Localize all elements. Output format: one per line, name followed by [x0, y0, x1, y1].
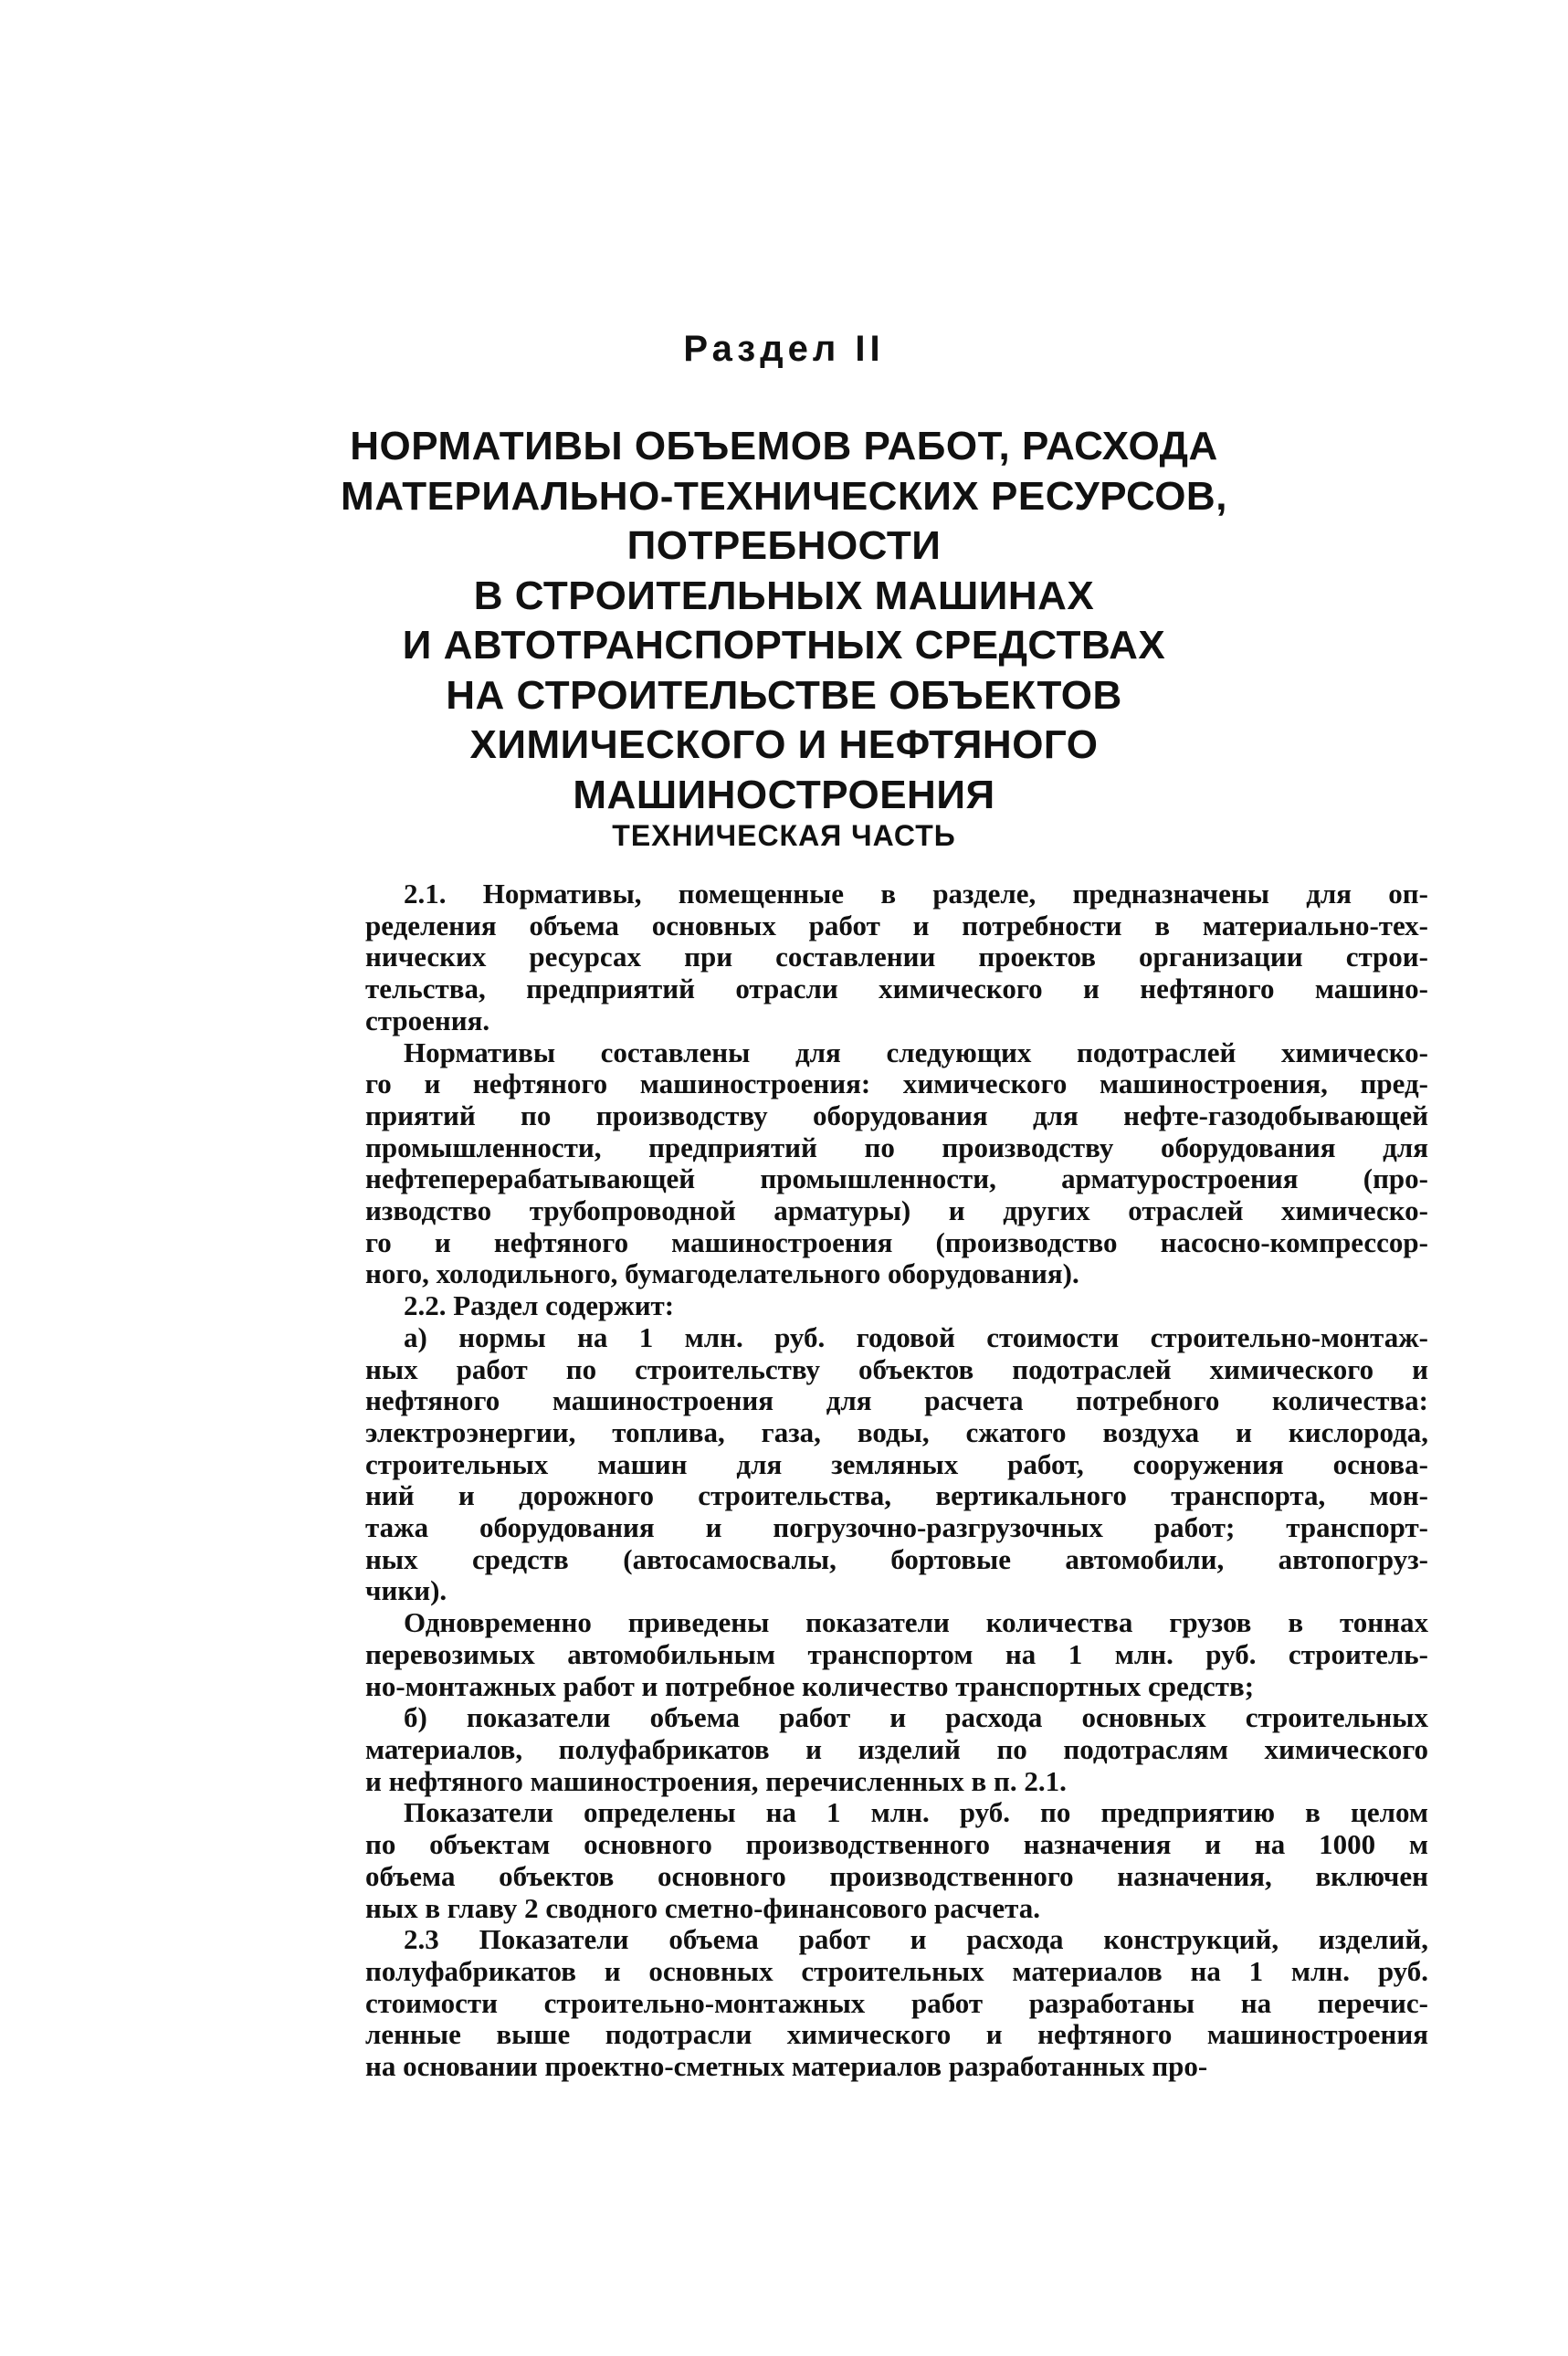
text-line: ленные выше подотрасли химического и нефтяного машиностроения	[365, 2018, 1428, 2051]
title-line: НОРМАТИВЫ ОБЪЕМОВ РАБОТ, РАСХОДА	[350, 424, 1218, 468]
section-title	[0, 422, 1568, 820]
title-line: ПОТРЕБНОСТИ	[626, 523, 942, 568]
text-line: 2.1. Нормативы, помещенные в разделе, предназначены для оп-	[404, 878, 1428, 910]
text-line: тажа оборудования и погрузочно-разгрузочных работ; транспорт-	[365, 1511, 1428, 1544]
text-line: полуфабрикатов и основных строительных материалов на 1 млн. руб.	[365, 1954, 1428, 1987]
text-line: промышленности, предприятий по производству оборудования для	[365, 1131, 1428, 1163]
title-line: НА СТРОИТЕЛЬСТВЕ ОБЪЕКТОВ	[446, 672, 1122, 718]
text-line: чики).	[365, 1574, 447, 1607]
text-line: объема объектов основного производственного назначения, включен	[365, 1859, 1428, 1892]
title-line: МАТЕРИАЛЬНО-ТЕХНИЧЕСКИХ РЕСУРСОВ,	[341, 473, 1227, 519]
text-line: изводство трубопроводной арматуры) и других отраслей химическо-	[365, 1194, 1428, 1227]
paragraph	[365, 1797, 1428, 1924]
title-line: В СТРОИТЕЛЬНЫХ МАШИНАХ	[473, 573, 1095, 618]
text-line: а) нормы на 1 млн. руб. годовой стоимости строительно-монтаж-	[404, 1320, 1428, 1353]
text-line: строительных машин для земляных работ, сооружения основа-	[365, 1447, 1428, 1480]
paragraph	[365, 1702, 1428, 1797]
text-line: го и нефтяного машиностроения (производство насосно-компрессор-	[365, 1225, 1428, 1258]
text-line: стоимости строительно-монтажных работ разработаны на перечис-	[365, 1986, 1428, 2019]
text-line: ных средств (автосамосвалы, бортовые автомобили, автопогруз-	[365, 1542, 1428, 1575]
paragraph	[365, 1322, 1428, 1607]
text-line: по объектам основного производственного назначения и на 1000 м	[365, 1828, 1428, 1861]
text-line: б) показатели объема работ и расхода основных строительных	[404, 1701, 1428, 1734]
paragraph	[365, 1924, 1428, 2083]
text-line: нефтеперерабатывающей промышленности, арматуростроения (про-	[365, 1162, 1428, 1195]
text-line: на основании проектно-сметных материалов разработанных про-	[365, 2050, 1208, 2083]
body-text	[365, 878, 1428, 2083]
text-line: Одновременно приведены показатели количества грузов в тоннах	[404, 1606, 1428, 1639]
text-line: перевозимых автомобильным транспортом на 1 млн. руб. строитель-	[365, 1637, 1428, 1670]
text-line: приятий по производству оборудования для нефте-газодобывающей	[365, 1099, 1428, 1131]
text-line: 2.2. Раздел содержит:	[404, 1289, 675, 1322]
text-line: Показатели определены на 1 млн. руб. по предприятию в целом	[404, 1796, 1428, 1829]
text-line: ных работ по строительству объектов подотраслей химического и	[365, 1352, 1428, 1385]
text-line: и нефтяного машиностроения, перечисленных в п. 2.1.	[365, 1764, 1067, 1797]
text-line: строения.	[365, 1004, 490, 1036]
text-line: электроэнергии, топлива, газа, воды, сжатого воздуха и кислорода,	[365, 1415, 1428, 1448]
text-line: но-монтажных работ и потребное количество транспортных средств;	[365, 1669, 1255, 1702]
text-line: го и нефтяного машиностроения: химического машиностроения, пред-	[365, 1068, 1428, 1100]
text-line: материалов, полуфабрикатов и изделий по подотраслям химического	[365, 1732, 1428, 1765]
text-line: 2.3 Показатели объема работ и расхода конструкций, изделий,	[404, 1923, 1428, 1956]
paragraph	[365, 1290, 1428, 1322]
text-line: ного, холодильного, бумагоделательного оборудования).	[365, 1257, 1079, 1290]
text-line: тельства, предприятий отрасли химического и нефтяного машино-	[365, 973, 1428, 1005]
paragraph	[365, 1037, 1428, 1291]
text-line: ных в главу 2 сводного сметно-финансового расчета.	[365, 1891, 1041, 1924]
title-line: И АВТОТРАНСПОРТНЫХ СРЕДСТВАХ	[402, 623, 1166, 668]
text-line: ний и дорожного строительства, вертикального транспорта, мон-	[365, 1479, 1428, 1512]
text-line: нических ресурсах при составлении проектов организации строи-	[365, 941, 1428, 973]
paragraph	[365, 878, 1428, 1037]
title-line: МАШИНОСТРОЕНИЯ	[573, 772, 995, 817]
text-line: Нормативы составлены для следующих подотраслей химическо-	[404, 1036, 1428, 1068]
subsection-title: ТЕХНИЧЕСКАЯ ЧАСТЬ	[612, 819, 956, 852]
text-line: нефтяного машиностроения для расчета потребного количества:	[365, 1384, 1428, 1417]
paragraph	[365, 1607, 1428, 1702]
section-label: Раздел II	[683, 329, 885, 369]
title-line: ХИМИЧЕСКОГО И НЕФТЯНОГО	[469, 722, 1099, 767]
text-line: ределения объема основных работ и потребности в материально-тех-	[365, 909, 1428, 941]
